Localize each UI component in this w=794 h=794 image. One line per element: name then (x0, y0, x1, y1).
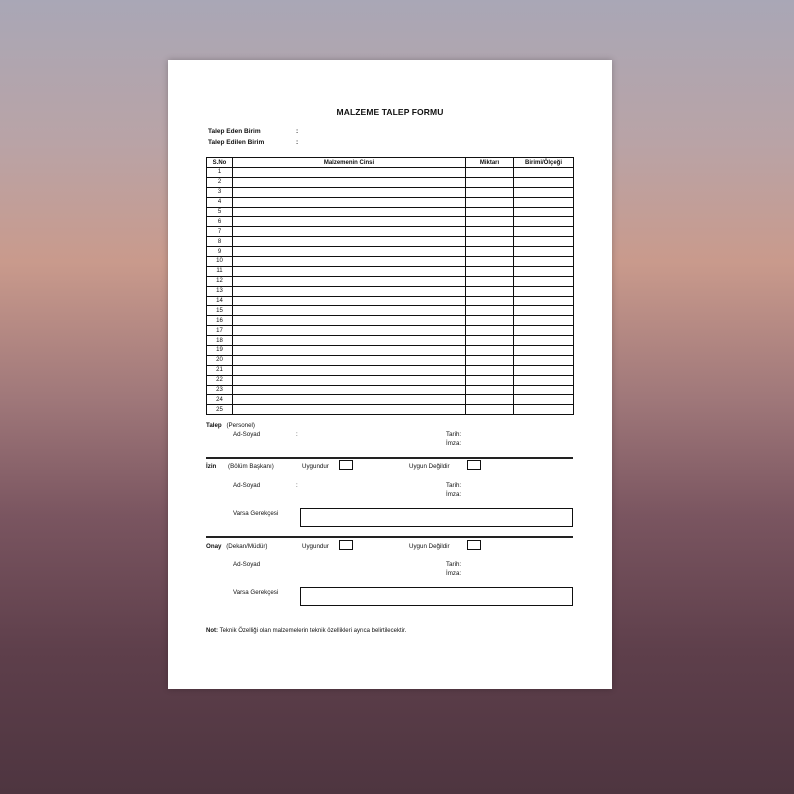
cell-cins[interactable] (233, 168, 466, 178)
izin-uygundur-checkbox[interactable] (339, 460, 353, 470)
cell-cins[interactable] (233, 266, 466, 276)
divider-onay (206, 536, 573, 538)
cell-no: 9 (207, 247, 233, 257)
izin-gerekce-label: Varsa Gerekçesi (233, 510, 279, 517)
onay-gerekce-label: Varsa Gerekçesi (233, 589, 279, 596)
cell-birim[interactable] (514, 237, 574, 247)
table-row (207, 257, 574, 267)
cell-cins[interactable] (233, 326, 466, 336)
cell-no: 14 (207, 296, 233, 306)
cell-miktar[interactable] (466, 247, 514, 257)
table-row (207, 355, 574, 365)
cell-birim[interactable] (514, 375, 574, 385)
izin-colon: : (296, 482, 298, 489)
cell-birim[interactable] (514, 296, 574, 306)
cell-birim[interactable] (514, 276, 574, 286)
table-header-row (207, 158, 574, 168)
cell-miktar[interactable] (466, 316, 514, 326)
cell-birim[interactable] (514, 326, 574, 336)
cell-cins[interactable] (233, 385, 466, 395)
cell-miktar[interactable] (466, 197, 514, 207)
divider-izin (206, 457, 573, 459)
cell-cins[interactable] (233, 276, 466, 286)
table-row (207, 296, 574, 306)
cell-miktar[interactable] (466, 168, 514, 178)
cell-cins[interactable] (233, 365, 466, 375)
field-colon: : (296, 128, 299, 135)
izin-role: (Bölüm Başkanı) (228, 463, 274, 470)
izin-section (206, 463, 274, 470)
cell-miktar[interactable] (466, 266, 514, 276)
onay-section (206, 543, 267, 550)
note-label: Not: (206, 628, 218, 634)
cell-miktar[interactable] (466, 237, 514, 247)
cell-birim[interactable] (514, 336, 574, 346)
cell-miktar[interactable] (466, 385, 514, 395)
cell-cins[interactable] (233, 336, 466, 346)
cell-cins[interactable] (233, 257, 466, 267)
table-row (207, 237, 574, 247)
cell-no: 7 (207, 227, 233, 237)
cell-birim[interactable] (514, 168, 574, 178)
table-row (207, 276, 574, 286)
cell-birim[interactable] (514, 365, 574, 375)
cell-cins[interactable] (233, 177, 466, 187)
talep-colon: : (296, 431, 298, 438)
cell-cins[interactable] (233, 346, 466, 356)
talep-label: Talep (206, 422, 222, 429)
cell-miktar[interactable] (466, 257, 514, 267)
cell-no: 22 (207, 375, 233, 385)
cell-no: 1 (207, 168, 233, 178)
table-row (207, 286, 574, 296)
cell-miktar[interactable] (466, 227, 514, 237)
cell-no: 11 (207, 266, 233, 276)
table-row (207, 346, 574, 356)
cell-birim[interactable] (514, 247, 574, 257)
table-row (207, 187, 574, 197)
cell-cins[interactable] (233, 375, 466, 385)
table-row (207, 227, 574, 237)
cell-birim[interactable] (514, 405, 574, 415)
cell-no: 21 (207, 365, 233, 375)
cell-birim[interactable] (514, 177, 574, 187)
talep-tarih: Tarih: (446, 431, 462, 438)
izin-tarih: Tarih: (446, 482, 462, 489)
cell-birim[interactable] (514, 306, 574, 316)
cell-no: 13 (207, 286, 233, 296)
cell-no: 16 (207, 316, 233, 326)
cell-no: 17 (207, 326, 233, 336)
izin-uygundur-label: Uygundur (302, 463, 329, 470)
onay-uygundur-label: Uygundur (302, 543, 329, 550)
cell-no: 24 (207, 395, 233, 405)
field-label: Talep Edilen Birim (208, 139, 265, 146)
talep-imza: İmza: (446, 440, 462, 447)
table-row (207, 306, 574, 316)
cell-birim[interactable] (514, 385, 574, 395)
onay-tarih: Tarih: (446, 561, 462, 568)
table-row (207, 375, 574, 385)
cell-birim[interactable] (514, 207, 574, 217)
cell-cins[interactable] (233, 355, 466, 365)
cell-birim[interactable] (514, 286, 574, 296)
cell-cins[interactable] (233, 316, 466, 326)
onay-role: (Dekan/Müdür) (226, 543, 268, 550)
cell-birim[interactable] (514, 187, 574, 197)
cell-cins[interactable] (233, 227, 466, 237)
cell-no: 18 (207, 336, 233, 346)
talep-section (206, 422, 255, 429)
cell-cins[interactable] (233, 306, 466, 316)
cell-miktar[interactable] (466, 355, 514, 365)
field-label: Talep Eden Birim (208, 128, 261, 135)
cell-miktar[interactable] (466, 346, 514, 356)
cell-no: 5 (207, 207, 233, 217)
table-row (207, 197, 574, 207)
table-row (207, 168, 574, 178)
cell-miktar[interactable] (466, 177, 514, 187)
cell-miktar[interactable] (466, 296, 514, 306)
items-table (206, 157, 574, 415)
izin-uygun-degildir-checkbox[interactable] (467, 460, 481, 470)
table-row (207, 207, 574, 217)
cell-no: 6 (207, 217, 233, 227)
cell-miktar[interactable] (466, 187, 514, 197)
table-row (207, 326, 574, 336)
cell-no: 15 (207, 306, 233, 316)
table-row (207, 247, 574, 257)
cell-no: 19 (207, 346, 233, 356)
cell-birim[interactable] (514, 257, 574, 267)
cell-birim[interactable] (514, 346, 574, 356)
izin-uygun-degildir-label: Uygun Değildir (409, 463, 450, 470)
table-row (207, 177, 574, 187)
izin-adsoyad: Ad-Soyad (233, 482, 261, 489)
izin-label: İzin (206, 463, 217, 470)
form-paper (168, 60, 612, 689)
table-row (207, 405, 574, 415)
table-row (207, 336, 574, 346)
onay-adsoyad: Ad-Soyad (233, 561, 261, 568)
cell-no: 20 (207, 355, 233, 365)
header-miktar: Miktarı (466, 158, 514, 168)
cell-cins[interactable] (233, 395, 466, 405)
note (206, 628, 406, 634)
cell-no: 2 (207, 177, 233, 187)
field-talep-eden-birim (208, 128, 299, 135)
onay-uygundur-checkbox[interactable] (339, 540, 353, 550)
cell-miktar[interactable] (466, 276, 514, 286)
onay-uygun-degildir-label: Uygun Değildir (409, 543, 450, 550)
table-row (207, 365, 574, 375)
cell-miktar[interactable] (466, 207, 514, 217)
cell-miktar[interactable] (466, 336, 514, 346)
cell-cins[interactable] (233, 217, 466, 227)
cell-miktar[interactable] (466, 405, 514, 415)
header-birim: Birimi/Ölçeği (514, 158, 574, 168)
table-row (207, 217, 574, 227)
cell-no: 4 (207, 197, 233, 207)
cell-no: 3 (207, 187, 233, 197)
cell-birim[interactable] (514, 197, 574, 207)
cell-birim[interactable] (514, 227, 574, 237)
cell-birim[interactable] (514, 217, 574, 227)
cell-no: 12 (207, 276, 233, 286)
cell-no: 25 (207, 405, 233, 415)
header-sno: S.No (207, 158, 233, 168)
cell-birim[interactable] (514, 316, 574, 326)
form-title: MALZEME TALEP FORMU (336, 107, 444, 117)
cell-cins[interactable] (233, 237, 466, 247)
cell-cins[interactable] (233, 286, 466, 296)
cell-no: 8 (207, 237, 233, 247)
header-malzeme: Malzemenin Cinsi (233, 158, 466, 168)
cell-no: 10 (207, 257, 233, 267)
talep-adsoyad: Ad-Soyad (233, 431, 261, 438)
cell-cins[interactable] (233, 247, 466, 257)
note-text: Teknik Özelliği olan malzemelerin teknik özellikleri ayrıca belirtilecektir. (219, 628, 407, 634)
field-talep-edilen-birim (208, 139, 299, 146)
cell-cins[interactable] (233, 197, 466, 207)
table-row (207, 395, 574, 405)
cell-no: 23 (207, 385, 233, 395)
cell-birim[interactable] (514, 395, 574, 405)
izin-gerekce-box[interactable] (300, 508, 573, 527)
izin-imza: İmza: (446, 491, 462, 498)
cell-miktar[interactable] (466, 365, 514, 375)
cell-miktar[interactable] (466, 217, 514, 227)
table-row (207, 385, 574, 395)
onay-gerekce-box[interactable] (300, 587, 573, 606)
cell-cins[interactable] (233, 296, 466, 306)
cell-birim[interactable] (514, 266, 574, 276)
cell-cins[interactable] (233, 187, 466, 197)
table-row (207, 316, 574, 326)
cell-miktar[interactable] (466, 306, 514, 316)
cell-miktar[interactable] (466, 395, 514, 405)
onay-imza: İmza: (446, 570, 462, 577)
cell-cins[interactable] (233, 207, 466, 217)
cell-cins[interactable] (233, 405, 466, 415)
onay-label: Onay (206, 543, 222, 550)
cell-miktar[interactable] (466, 326, 514, 336)
table-row (207, 266, 574, 276)
onay-uygun-degildir-checkbox[interactable] (467, 540, 481, 550)
cell-miktar[interactable] (466, 286, 514, 296)
field-colon: : (296, 139, 299, 146)
cell-miktar[interactable] (466, 375, 514, 385)
talep-role: (Personel) (226, 422, 255, 429)
cell-birim[interactable] (514, 355, 574, 365)
